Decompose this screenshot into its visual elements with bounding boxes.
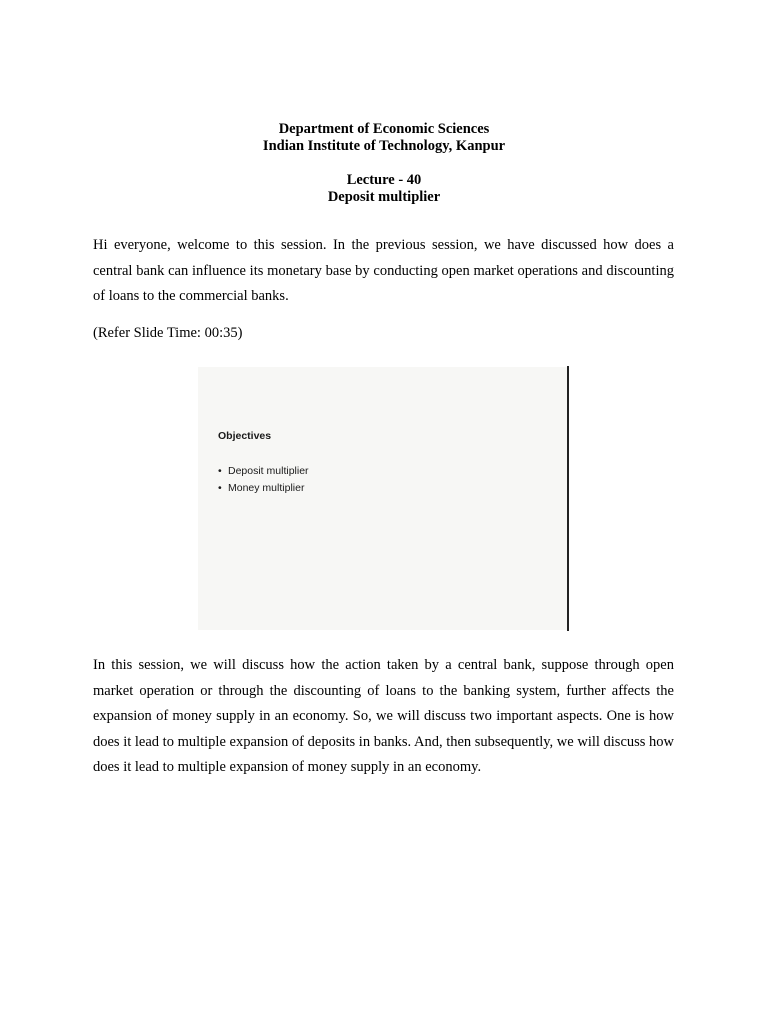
- session-paragraph: In this session, we will discuss how the action taken by a central bank, suppose through open market operation or through the discounting of loans to the banking system, further affects the expansion of money supply in an economy. So, we will discuss two important aspects. One is how does it lead to multiple expansion of deposits in banks. And, then subsequently, we will discuss how does it lead to multiple expansion of money supply in an economy.: [93, 657, 675, 775]
- slide-edge-divider: [567, 366, 569, 631]
- bullet-icon: •: [218, 465, 222, 477]
- bullet-icon: •: [218, 482, 222, 494]
- lecture-number: Lecture - 40: [346, 172, 422, 188]
- intro-paragraph: Hi everyone, welcome to this session. In the previous session, we have discussed how does a central bank can influence its monetary base by conducting open market operations and discounting of loans to the commercial banks.: [93, 237, 674, 304]
- slide-title: Objectives: [218, 430, 272, 442]
- slide-image: [198, 367, 568, 630]
- slide-bullet-item: [218, 463, 309, 480]
- header-affiliation: [0, 121, 768, 155]
- header-lecture: [0, 172, 768, 206]
- slide-bullet-label: Money multiplier: [228, 482, 305, 494]
- lecture-topic: Deposit multiplier: [327, 189, 441, 205]
- department-name: Department of Economic Sciences: [278, 121, 490, 137]
- slide-bullet-list: [218, 463, 309, 497]
- slide-bullet-item: [218, 480, 309, 497]
- institution-name: Indian Institute of Technology, Kanpur: [262, 138, 506, 154]
- refer-slide-time: (Refer Slide Time: 00:35): [93, 325, 243, 341]
- slide-bullet-label: Deposit multiplier: [228, 465, 309, 477]
